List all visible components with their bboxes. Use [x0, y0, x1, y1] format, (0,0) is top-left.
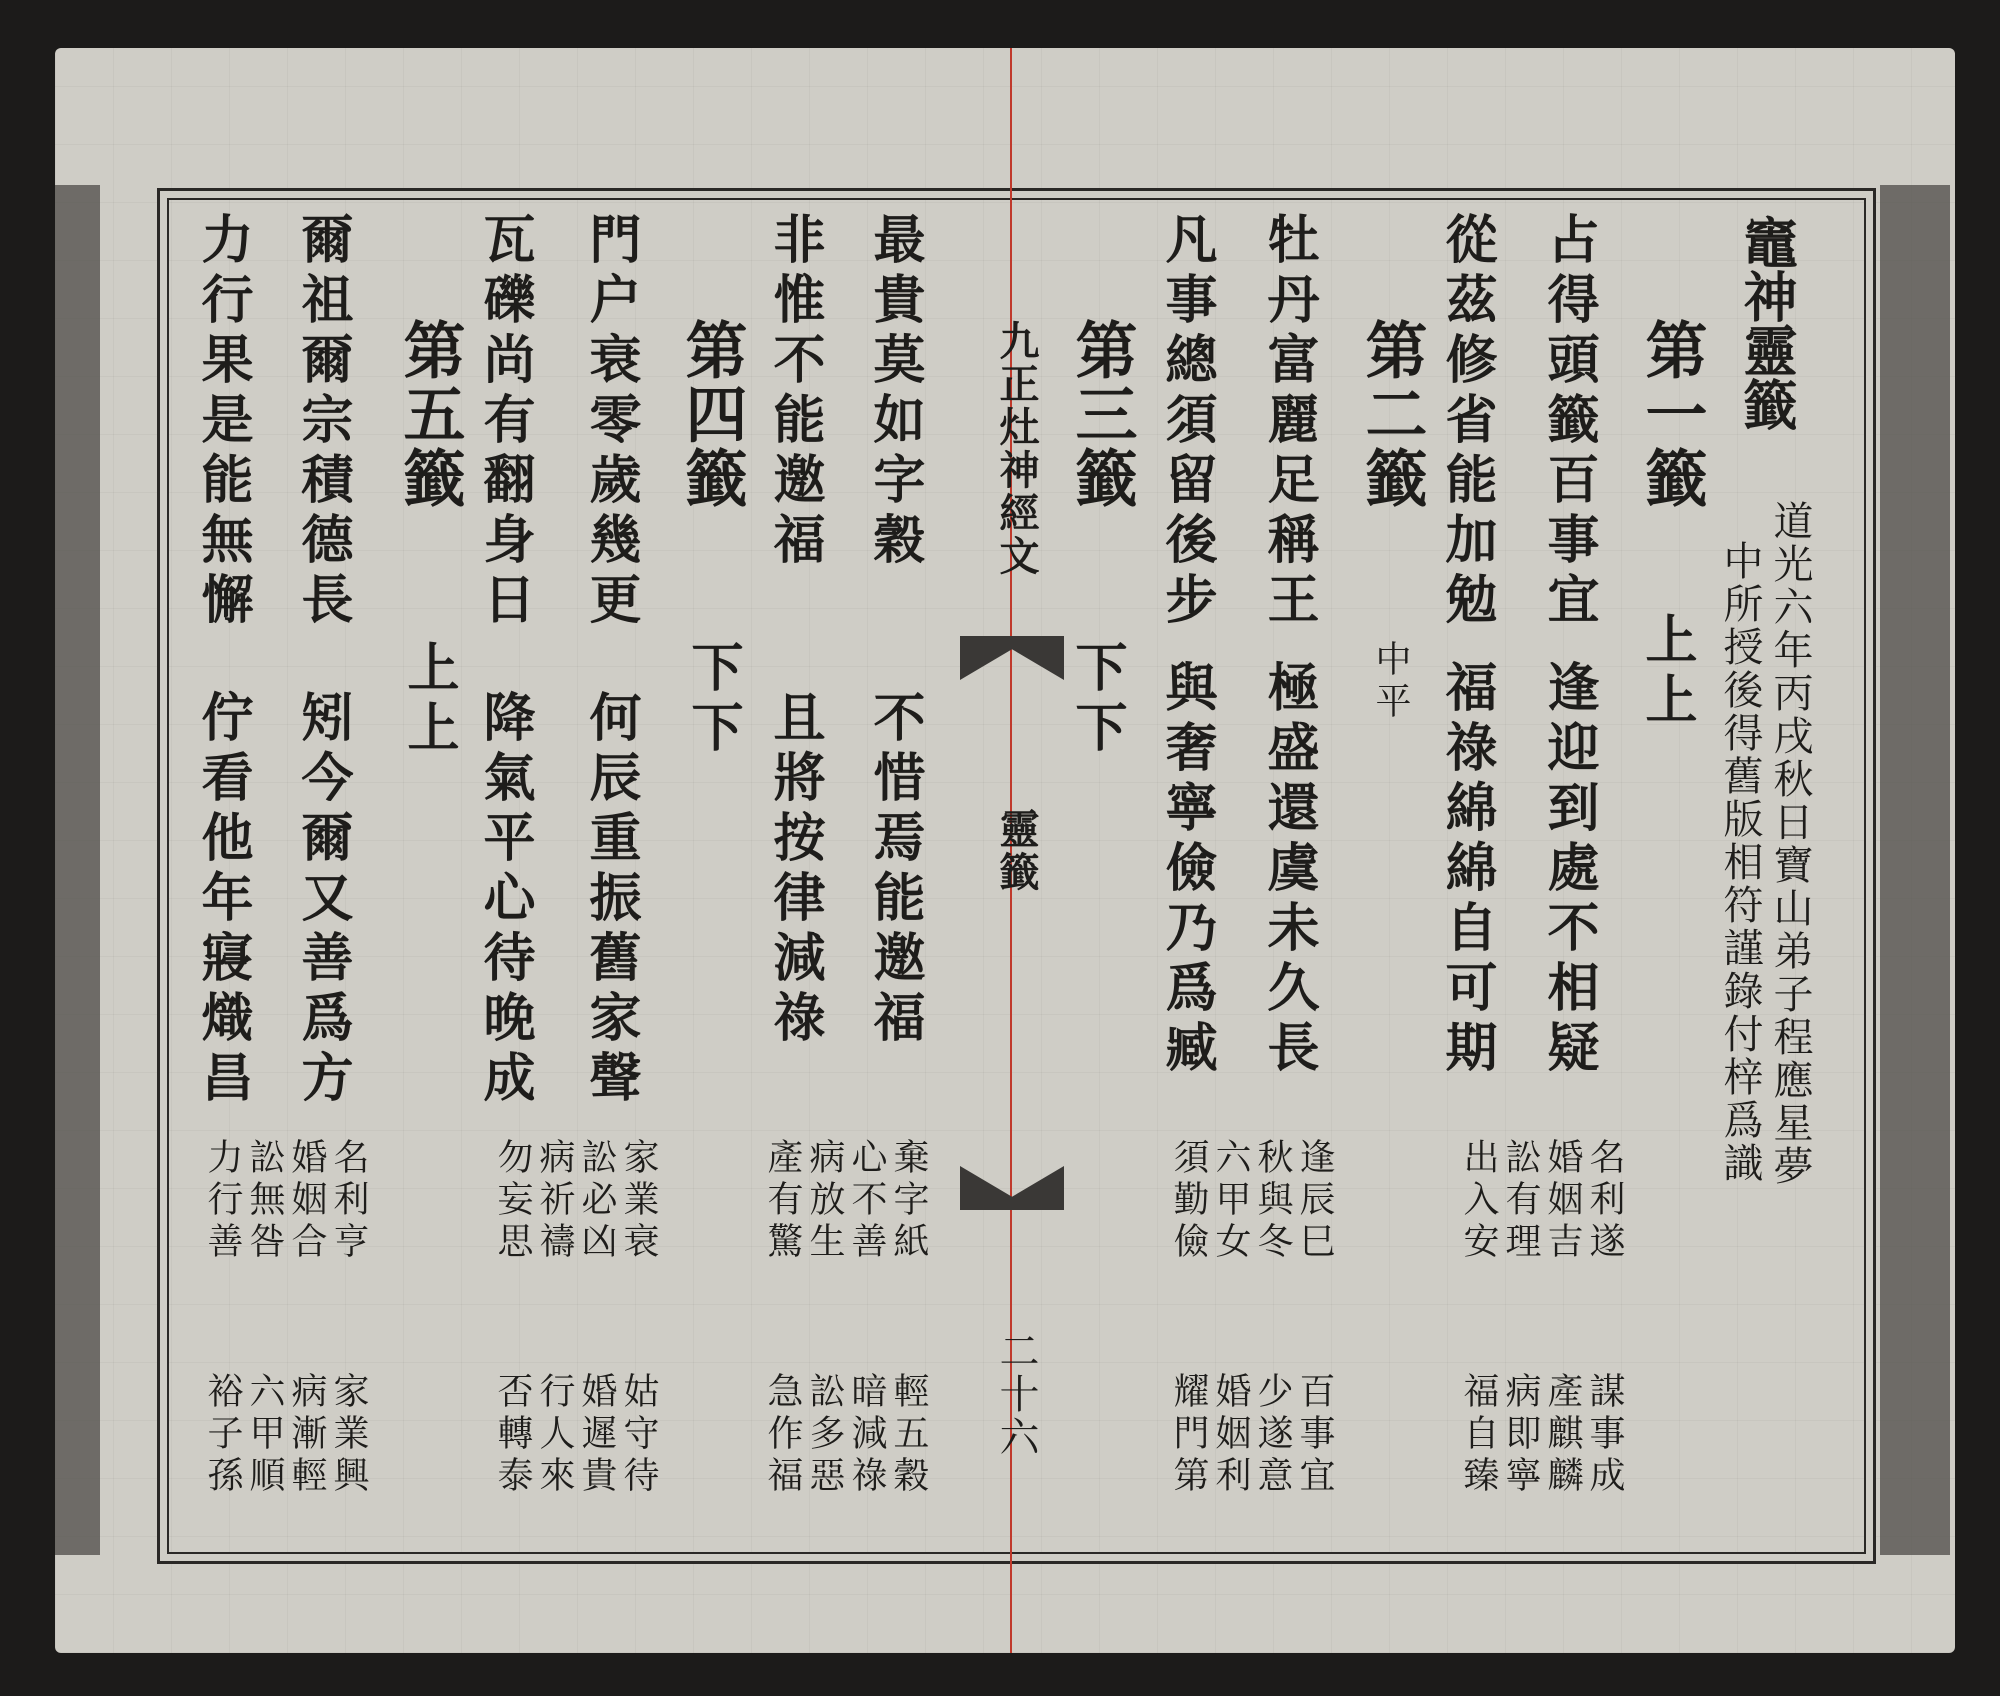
oracle-3-note: 棄字紙 — [888, 1138, 929, 1264]
oracle-2-note: 少遂意 — [1252, 1372, 1293, 1498]
oracle-2-rank: 中平 — [1370, 640, 1411, 724]
oracle-5-heading: 第五籤 — [393, 318, 466, 510]
oracle-2-heading: 第二籤 — [1355, 318, 1428, 510]
oracle-5-verse-d: 佇看他年寢熾昌 — [192, 690, 253, 1110]
oracle-3-note: 急作福 — [762, 1372, 803, 1498]
oracle-3-note: 病放生 — [804, 1138, 845, 1264]
oracle-1-verse-d: 福祿綿綿自可期 — [1436, 660, 1497, 1080]
oracle-1-note: 謀事成 — [1584, 1372, 1625, 1498]
oracle-4-heading: 第四籤 — [675, 318, 748, 510]
oracle-3-verse-d: 且將按律減祿 — [764, 690, 825, 1050]
oracle-1-rank: 上上 — [1636, 612, 1697, 732]
oracle-1-note: 出入安 — [1458, 1138, 1499, 1264]
oracle-2-verse-a: 牡丹富麗足稱王 — [1258, 212, 1319, 632]
oracle-3-verse-b: 非惟不能邀福 — [764, 212, 825, 572]
oracle-3-verse-a: 最貴莫如字穀 — [864, 212, 925, 572]
oracle-1-note: 名利遂 — [1584, 1138, 1625, 1264]
oracle-4-note: 勿妄思 — [492, 1138, 533, 1264]
oracle-5-note: 家業興 — [328, 1372, 369, 1498]
oracle-1-note: 訟有理 — [1500, 1138, 1541, 1264]
oracle-5-note: 力行善 — [202, 1138, 243, 1264]
center-book-title: 九正灶神經文 — [993, 320, 1040, 578]
oracle-4-verse-d: 降氣平心待晚成 — [474, 690, 535, 1110]
center-page-number: 二十六 — [993, 1330, 1039, 1459]
oracle-5-note: 裕子孫 — [202, 1372, 243, 1498]
oracle-2-note: 秋與冬 — [1252, 1138, 1293, 1264]
page-title: 竈神靈籤 — [1735, 215, 1799, 431]
oracle-5-note: 訟無咎 — [244, 1138, 285, 1264]
oracle-1-verse-c: 逢迎到處不相疑 — [1538, 660, 1599, 1080]
oracle-5-verse-c: 矧今爾又善爲方 — [292, 690, 353, 1110]
oracle-5-rank: 上上 — [398, 640, 459, 760]
oracle-1-heading: 第一籤 — [1635, 318, 1708, 510]
oracle-4-note: 訟必凶 — [576, 1138, 617, 1264]
oracle-4-note: 家業衰 — [618, 1138, 659, 1264]
oracle-4-verse-b: 瓦礫尚有翻身日 — [474, 212, 535, 632]
center-section: 靈籤 — [993, 808, 1040, 894]
oracle-5-note: 六甲順 — [244, 1372, 285, 1498]
oracle-2-note: 逢辰巳 — [1294, 1138, 1335, 1264]
oracle-4-note: 婚遲貴 — [576, 1372, 617, 1498]
oracle-3-heading: 第三籤 — [1065, 318, 1138, 510]
oracle-5-verse-b: 力行果是能無懈 — [192, 212, 253, 632]
oracle-3-note: 訟多惡 — [804, 1372, 845, 1498]
oracle-4-verse-c: 何辰重振舊家聲 — [580, 690, 641, 1110]
oracle-3-note: 暗減祿 — [846, 1372, 887, 1498]
oracle-2-verse-b: 凡事總須留後步 — [1156, 212, 1217, 632]
oracle-5-note: 名利亨 — [328, 1138, 369, 1264]
oracle-3-note: 輕五穀 — [888, 1372, 929, 1498]
oracle-1-verse-b: 從茲修省能加勉 — [1436, 212, 1497, 632]
oracle-3-note: 產有驚 — [762, 1138, 803, 1264]
oracle-2-note: 六甲女 — [1210, 1138, 1251, 1264]
oracle-1-note: 病即寧 — [1500, 1372, 1541, 1498]
oracle-5-note: 婚姻合 — [286, 1138, 327, 1264]
oracle-4-note: 否轉泰 — [492, 1372, 533, 1498]
oracle-4-note: 行人來 — [534, 1372, 575, 1498]
oracle-2-note: 百事宜 — [1294, 1372, 1335, 1498]
colophon-line-1: 道光六年丙戌秋日寶山弟子程應星夢 — [1767, 500, 1813, 1188]
right-edge-shadow — [1880, 185, 1950, 1555]
oracle-2-note: 婚姻利 — [1210, 1372, 1251, 1498]
oracle-3-rank: 下下 — [1066, 640, 1127, 760]
oracle-2-verse-d: 與奢寧儉乃爲臧 — [1156, 660, 1217, 1080]
oracle-3-verse-c: 不惜焉能邀福 — [864, 690, 925, 1050]
oracle-3-note: 心不善 — [846, 1138, 887, 1264]
oracle-1-note: 產麒麟 — [1542, 1372, 1583, 1498]
oracle-4-note: 病祈禱 — [534, 1138, 575, 1264]
oracle-1-verse-a: 占得頭籤百事宜 — [1538, 212, 1599, 632]
oracle-4-verse-a: 門户衰零歲幾更 — [580, 212, 641, 632]
colophon-line-2: 中所授後得舊版相符謹錄付梓爲識 — [1717, 540, 1763, 1185]
oracle-1-note: 福自臻 — [1458, 1372, 1499, 1498]
oracle-2-note: 耀門第 — [1168, 1372, 1209, 1498]
oracle-4-rank: 下下 — [682, 640, 743, 760]
left-edge-shadow — [55, 185, 100, 1555]
oracle-2-note: 須勤儉 — [1168, 1138, 1209, 1264]
oracle-4-note: 姑守待 — [618, 1372, 659, 1498]
oracle-2-verse-c: 極盛還虞未久長 — [1258, 660, 1319, 1080]
oracle-5-note: 病漸輕 — [286, 1372, 327, 1498]
oracle-1-note: 婚姻吉 — [1542, 1138, 1583, 1264]
oracle-5-verse-a: 爾祖爾宗積德長 — [292, 212, 353, 632]
